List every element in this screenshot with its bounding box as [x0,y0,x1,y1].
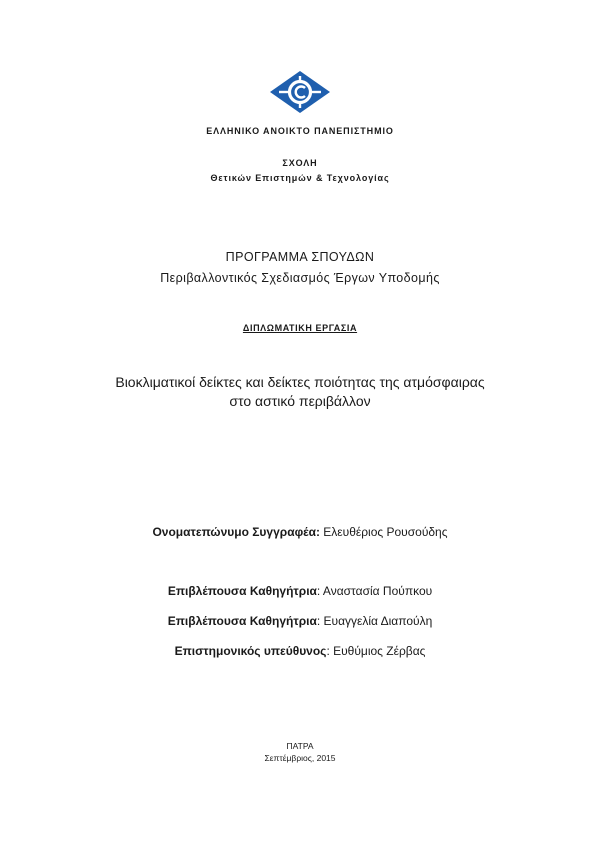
responsible-credit [0,644,600,658]
supervisor-credit-2 [0,614,600,628]
supervisor-label-2: Επιβλέπουσα Καθηγήτρια [167,614,317,628]
school-name: Θετικών Επιστημών & Τεχνολογίας [210,173,390,183]
responsible-label: Επιστημονικός υπεύθυνος [174,644,327,658]
university-name: ΕΛΛΗΝΙΚΟ ΑΝΟΙΚΤΟ ΠΑΝΕΠΙΣΤΗΜΙΟ [206,126,394,136]
logo-bar-right [311,91,321,93]
supervisor-name-2: : Ευαγγελία Διαπούλη [316,614,433,628]
footer-date: Σεπτέμβριος, 2015 [264,753,336,763]
supervisor-name-1: : Αναστασία Πούπκου [316,584,433,598]
footer-place: ΠΑΤΡΑ [286,741,314,751]
university-logo-icon [269,70,331,114]
program-label: ΠΡΟΓΡΑΜΜΑ ΣΠΟΥΔΩΝ [225,250,375,264]
program-name: Περιβαλλοντικός Σχεδιασμός Έργων Υποδομής [160,271,440,285]
school-label: ΣΧΟΛΗ [282,158,318,168]
author-label: Ονοματεπώνυμο Συγγραφέα: [152,525,320,539]
logo-bar-left [279,91,289,93]
thesis-title-line-2: στο αστικό περιβάλλον [229,393,371,409]
author-name: Ελευθέριος Ρουσούδης [319,525,448,539]
supervisor-label-1: Επιβλέπουσα Καθηγήτρια [167,584,317,598]
logo-bar-bottom [299,103,301,108]
responsible-name: : Ευθύμιος Ζέρβας [326,644,426,658]
supervisor-credit-1 [0,584,600,598]
thesis-title-line-1: Βιοκλιματικοί δείκτες και δείκτες ποιότητας της ατμόσφαιρας [115,374,485,390]
author-credit [0,525,600,539]
thesis-type: ΔΙΠΛΩΜΑΤΙΚΗ ΕΡΓΑΣΙΑ [242,323,358,333]
logo-bar-top [299,76,301,81]
